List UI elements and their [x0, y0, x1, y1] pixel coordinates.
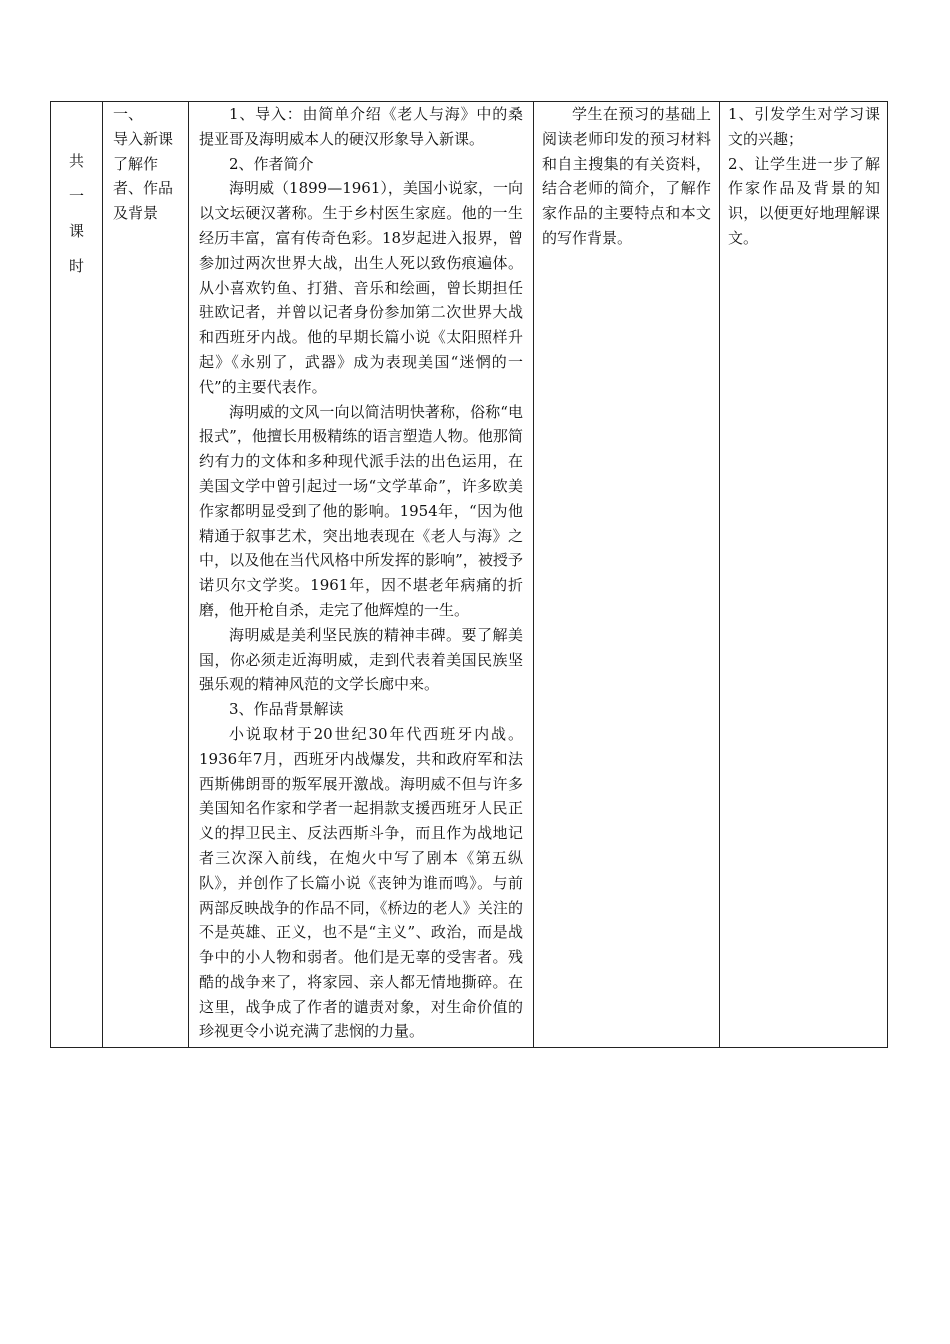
teaching-content-cell [189, 102, 534, 1048]
student-activity-cell [534, 102, 720, 1048]
stage-number: 一、 [113, 105, 144, 123]
lesson-plan-table [50, 101, 888, 1048]
design-intent-item: 1、引发学生对学习课文的兴趣； [728, 105, 880, 148]
session-char: 时 [68, 257, 84, 275]
design-intent-cell [720, 102, 888, 1048]
session-char: 课 [68, 222, 84, 240]
student-activity-text: 学生在预习的基础上阅读老师印发的预习材料和自主搜集的有关资料，结合老师的简介，了解作家作品的主要特点和本文的写作背景。 [542, 105, 711, 247]
stage-title: 导入新课了解作者、作品及背景 [113, 129, 174, 223]
session-char: 一 [68, 187, 84, 205]
content-paragraph: 1、导入：由简单介绍《老人与海》中的桑提亚哥及海明威本人的硬汉形象导入新课。 [199, 105, 523, 148]
session-char: 共 [68, 152, 84, 170]
content-paragraph: 小说取材于20世纪30年代西班牙内战。1936年7月，西班牙内战爆发，共和政府军和法西斯佛朗哥的叛军展开激战。海明威不但与许多美国知名作家和学者一起捐款支援西班牙人民正义的捍卫民主、反法西斯斗争，而且作为战地记者三次深入前线，在炮火中写了剧本《第五纵队》，并创作了长篇小说《丧钟为谁而鸣》。与前两部反映战争的作品不同，《桥边的老人》关注的不是英雄、正义，也不是“主义”、政治，而是战争中的小人物和弱者。他们是无辜的受害者。残酷的战争来了，将家园、亲人都无情地撕碎。在这里，战争成了作者的谴责对象，对生命价值的珍视更令小说充满了悲悯的力量。 [199, 724, 523, 1041]
design-intent-item: 2、让学生进一步了解作家作品及背景的知识，以便更好地理解课文。 [728, 154, 880, 247]
content-heading: 3、作品背景解读 [229, 700, 344, 719]
content-heading: 2、作者简介 [229, 154, 314, 173]
content-paragraph: 海明威的文风一向以简洁明快著称，俗称“电报式”，他擅长用极精练的语言塑造人物。他那简约有力的文体和多种现代派手法的出色运用，在美国文学中曾引起过一场“文学革命”，许多欧美作家都明显受到了他的影响。1954年，“因为他精通于叙事艺术，突出地表现在《老人与海》之中，以及他在当代风格中所发挥的影响”，被授予诺贝尔文学奖。1961年，因不堪老年病痛的折磨，他开枪自杀，走完了他辉煌的一生。 [199, 402, 523, 619]
session-cell [51, 102, 103, 1048]
table-row [51, 102, 888, 1048]
content-paragraph: 海明威是美利坚民族的精神丰碑。要了解美国，你必须走近海明威，走到代表着美国民族坚强乐观的精神风范的文学长廊中来。 [199, 625, 523, 694]
content-paragraph: 海明威（1899—1961），美国小说家，一向以文坛硬汉著称。生于乡村医生家庭。他的一生经历丰富，富有传奇色彩。18岁起进入报界，曾参加过两次世界大战，出生人死以致伤痕遍体。从小喜欢钓鱼、打猎、音乐和绘画，曾长期担任驻欧记者，并曾以记者身份参加第二次世界大战和西班牙内战。他的早期长篇小说《太阳照样升起》《永别了，武器》成为表现美国“迷惘的一代”的主要代表作。 [199, 179, 523, 396]
stage-cell [103, 102, 189, 1048]
